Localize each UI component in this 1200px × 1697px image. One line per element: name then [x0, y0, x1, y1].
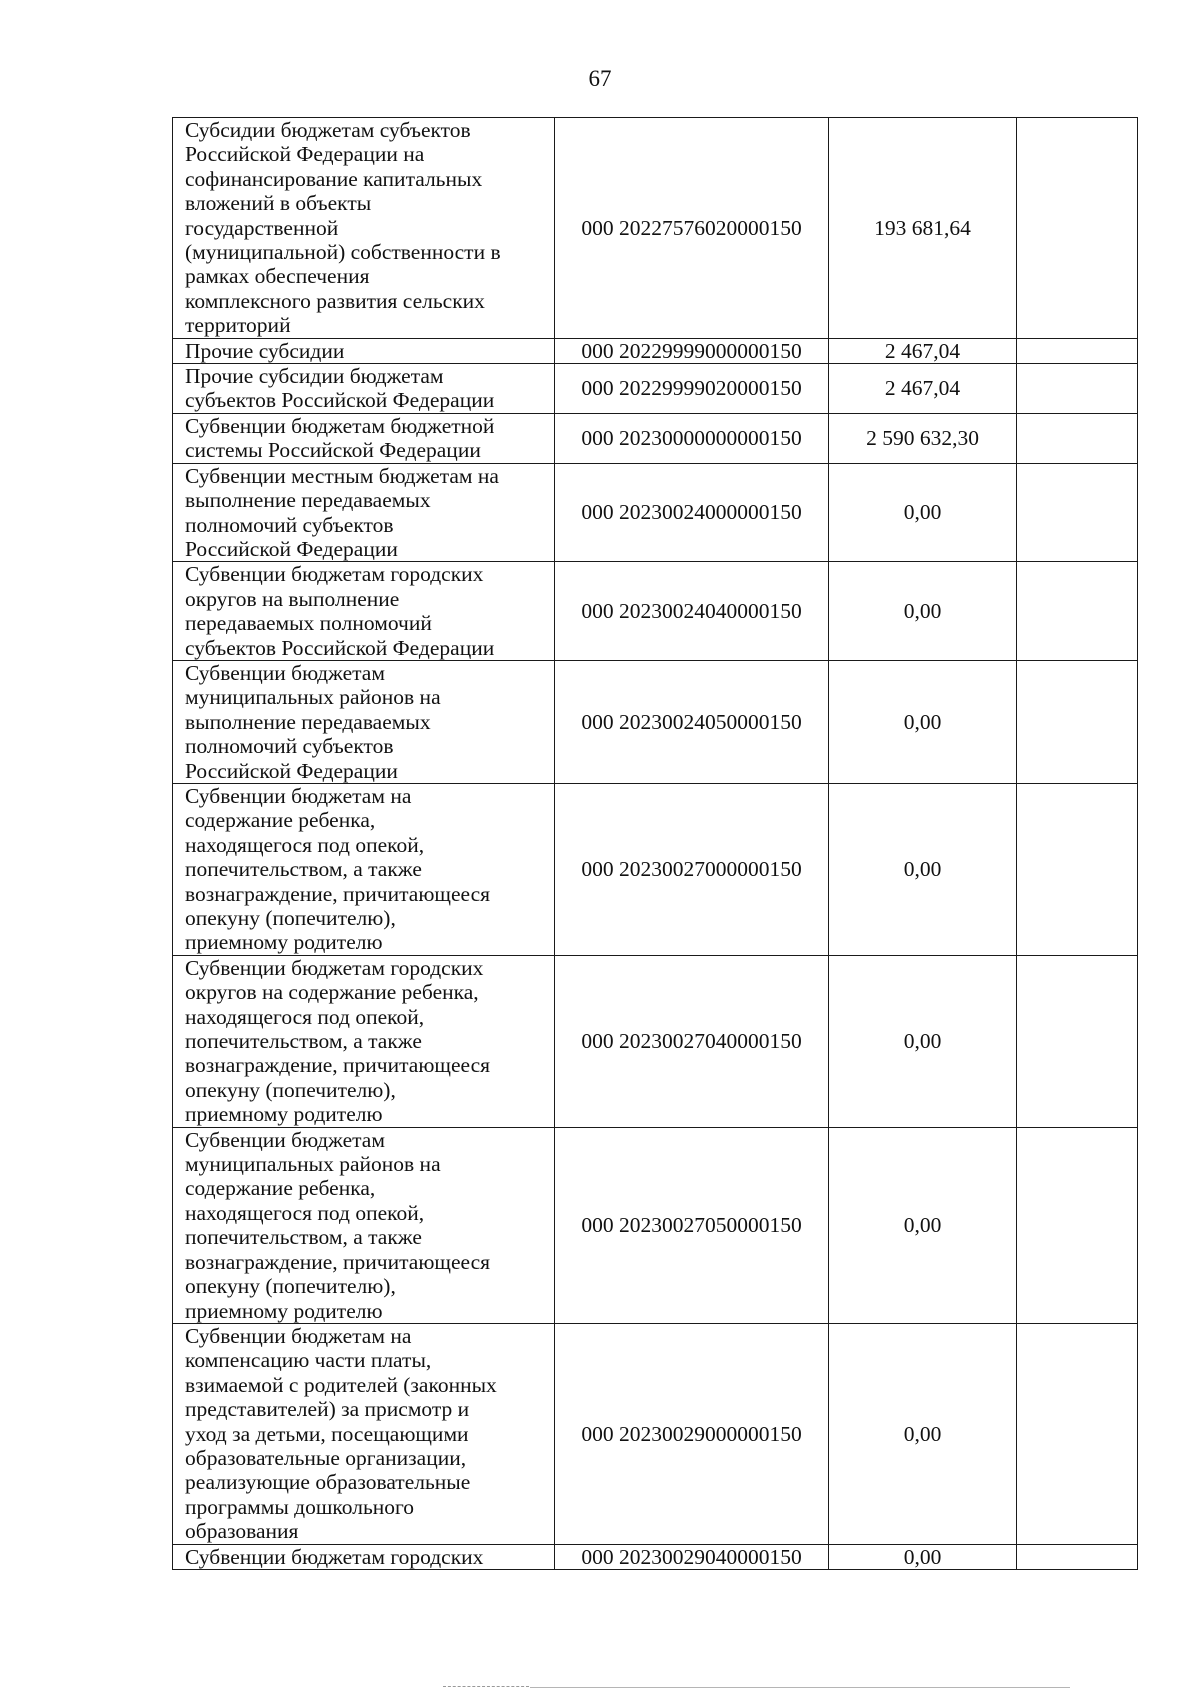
row-code: 000 20230000000000150 [555, 413, 829, 463]
table-row [173, 364, 1138, 414]
row-code: 000 20230024050000150 [555, 660, 829, 783]
page-number: 67 [588, 66, 612, 91]
row-amount: 2 467,04 [829, 338, 1017, 363]
row-name: Субвенции бюджетам городских [185, 1544, 484, 1569]
row-name: Субвенции бюджетам муниципальных районов на выполнение передаваемых полномочий субъектов Российской Федерации [185, 660, 441, 783]
row-name: Субвенции бюджетам городских округов на выполнение передаваемых полномочий субъектов Российской Федерации [185, 562, 495, 660]
scan-edge-line [530, 1687, 1070, 1688]
table-row [173, 1323, 1138, 1544]
row-name-cell [173, 1127, 555, 1323]
row-name-cell [173, 118, 555, 339]
row-amount: 0,00 [829, 1323, 1017, 1544]
row-name: Прочие субсидии [185, 338, 345, 363]
row-name: Субвенции бюджетам муниципальных районов на содержание ребенка, находящегося под опекой, попечительством, а также вознаграждение, причитающееся опекуну (попечителю), приемному родителю [185, 1127, 490, 1323]
row-amount: 0,00 [829, 562, 1017, 661]
row-name-cell [173, 338, 555, 363]
table-row [173, 463, 1138, 562]
row-name: Субвенции бюджетам городских округов на содержание ребенка, находящегося под опекой, попечительством, а также вознаграждение, причитающееся опекуну (попечителю), приемному родителю [185, 955, 490, 1127]
row-amount: 193 681,64 [829, 118, 1017, 339]
table-row [173, 562, 1138, 661]
row-name-cell [173, 955, 555, 1127]
row-name-cell [173, 463, 555, 562]
table-row [173, 1127, 1138, 1323]
row-extra [1017, 955, 1138, 1127]
row-name-cell [173, 562, 555, 661]
row-amount: 2 467,04 [829, 364, 1017, 414]
row-code: 000 20230027040000150 [555, 955, 829, 1127]
table-row [173, 660, 1138, 783]
row-name-cell [173, 413, 555, 463]
row-name: Субвенции бюджетам на содержание ребенка, находящегося под опекой, попечительством, а также вознаграждение, причитающееся опекуну (попечителю), приемному родителю [185, 783, 490, 955]
row-amount: 0,00 [829, 1544, 1017, 1569]
row-name: Субсидии бюджетам субъектов Российской Федерации на софинансирование капитальных вложений в объекты государственной (муниципальной) собственности в рамках обеспечения комплексного развития сельских территорий [185, 118, 501, 338]
table-row [173, 955, 1138, 1127]
row-code: 000 20230024040000150 [555, 562, 829, 661]
row-amount: 0,00 [829, 660, 1017, 783]
row-extra [1017, 783, 1138, 955]
row-name-cell [173, 364, 555, 414]
row-extra [1017, 660, 1138, 783]
row-name-cell [173, 660, 555, 783]
row-code: 000 20229999020000150 [555, 364, 829, 414]
row-code: 000 20227576020000150 [555, 118, 829, 339]
table-row [173, 783, 1138, 955]
row-extra [1017, 463, 1138, 562]
row-extra [1017, 364, 1138, 414]
row-code: 000 20230029040000150 [555, 1544, 829, 1569]
row-extra [1017, 1323, 1138, 1544]
row-extra [1017, 1544, 1138, 1569]
row-name: Субвенции бюджетам бюджетной системы Российской Федерации [185, 413, 495, 463]
row-code: 000 20229999000000150 [555, 338, 829, 363]
row-extra [1017, 338, 1138, 363]
row-name-cell [173, 1544, 555, 1569]
scan-edge-mark [443, 1686, 529, 1688]
row-name-cell [173, 783, 555, 955]
row-extra [1017, 1127, 1138, 1323]
row-extra [1017, 413, 1138, 463]
table-row [173, 1544, 1138, 1569]
row-amount: 0,00 [829, 783, 1017, 955]
row-amount: 2 590 632,30 [829, 413, 1017, 463]
row-amount: 0,00 [829, 1127, 1017, 1323]
table-row [173, 118, 1138, 339]
row-name: Прочие субсидии бюджетам субъектов Российской Федерации [185, 364, 495, 413]
row-code: 000 20230027050000150 [555, 1127, 829, 1323]
budget-table [172, 117, 1138, 1570]
row-code: 000 20230029000000150 [555, 1323, 829, 1544]
row-code: 000 20230024000000150 [555, 463, 829, 562]
row-code: 000 20230027000000150 [555, 783, 829, 955]
row-name: Субвенции местным бюджетам на выполнение передаваемых полномочий субъектов Российской Федерации [185, 463, 499, 561]
row-extra [1017, 118, 1138, 339]
table-row [173, 413, 1138, 463]
table-row [173, 338, 1138, 363]
row-amount: 0,00 [829, 463, 1017, 562]
row-name: Субвенции бюджетам на компенсацию части платы, взимаемой с родителей (законных представителей) за присмотр и уход за детьми, посещающими образовательные организации, реализующие образовательные программы дошкольного образования [185, 1323, 497, 1544]
row-amount: 0,00 [829, 955, 1017, 1127]
row-extra [1017, 562, 1138, 661]
row-name-cell [173, 1323, 555, 1544]
